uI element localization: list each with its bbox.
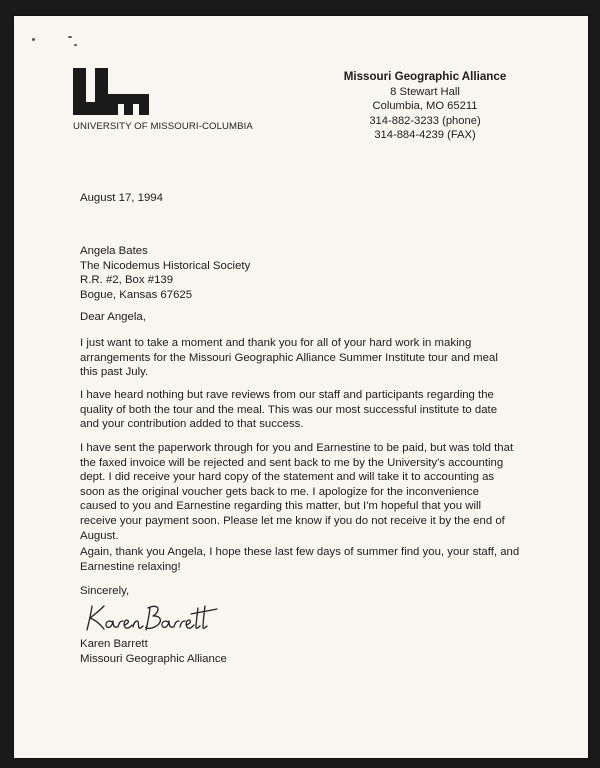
paragraph-line: the faxed invoice will be rejected and sent back to me by the University's accounting — [80, 456, 504, 469]
paragraph-line: quality of both the tour and the meal. This was our most successful institute to date — [80, 403, 498, 416]
paragraph-line: dept. I did receive your hard copy of the statement and will take it to accounting as — [80, 471, 495, 484]
phone-line: 314-882-3233 (phone) — [369, 114, 481, 127]
salutation: Dear Angela, — [80, 311, 146, 323]
paragraph-line: arrangements for the Missouri Geographic Alliance Summer Institute tour and meal — [80, 351, 498, 364]
closing: Sincerely, — [80, 585, 130, 597]
paragraph-line: I have sent the paperwork through for you and Earnestine to be paid, but was told that — [80, 442, 514, 454]
paragraph-line: caused to you and Earnestine regarding this matter, but I'm hopeful that you will — [80, 500, 482, 513]
paragraph-line: soon as the original voucher gets back to me. I apologize for the inconvenience — [80, 485, 479, 498]
paragraph-line: this past July. — [80, 366, 149, 379]
paragraph-line: I just want to take a moment and thank you for all of your hard work in making — [80, 337, 472, 349]
university-name: UNIVERSITY OF MISSOURI-COLUMBIA — [73, 121, 253, 132]
signer-org: Missouri Geographic Alliance — [80, 652, 227, 665]
paper-speck — [68, 36, 72, 38]
body-paragraph — [80, 336, 540, 380]
handwritten-signature — [82, 600, 222, 636]
signer-block — [80, 637, 540, 666]
paragraph-line: Again, thank you Angela, I hope these last few days of summer find you, your staff, and — [80, 546, 520, 558]
letter-date: August 17, 1994 — [80, 192, 163, 204]
body-paragraph — [80, 441, 540, 543]
recipient-line: Bogue, Kansas 67625 — [80, 288, 193, 301]
paper-speck — [74, 44, 77, 46]
paragraph-line: receive your payment soon. Please let me know if you do not receive it by the end of — [80, 514, 505, 527]
paper-speck — [32, 38, 35, 41]
address-line: Columbia, MO 65211 — [372, 100, 478, 113]
paragraph-line: and your contribution added to that success. — [80, 418, 304, 431]
body-paragraph — [80, 545, 540, 574]
paragraph-line: I have heard nothing but rave reviews from our staff and participants regarding the — [80, 389, 494, 401]
fax-line: 314-884-4239 (FAX) — [374, 129, 476, 142]
paragraph-line: Earnestine relaxing! — [80, 560, 181, 573]
recipient-line: The Nicodemus Historical Society — [80, 259, 251, 272]
paragraph-line: August. — [80, 529, 119, 542]
um-logo — [73, 68, 153, 118]
signer-name: Karen Barrett — [80, 638, 148, 650]
address-line: 8 Stewart Hall — [390, 85, 460, 98]
recipient-line: Angela Bates — [80, 245, 148, 257]
letterhead-address — [330, 70, 520, 143]
recipient-address — [80, 244, 540, 302]
body-paragraph — [80, 388, 540, 432]
org-name: Missouri Geographic Alliance — [343, 70, 507, 83]
recipient-line: R.R. #2, Box #139 — [80, 274, 174, 287]
